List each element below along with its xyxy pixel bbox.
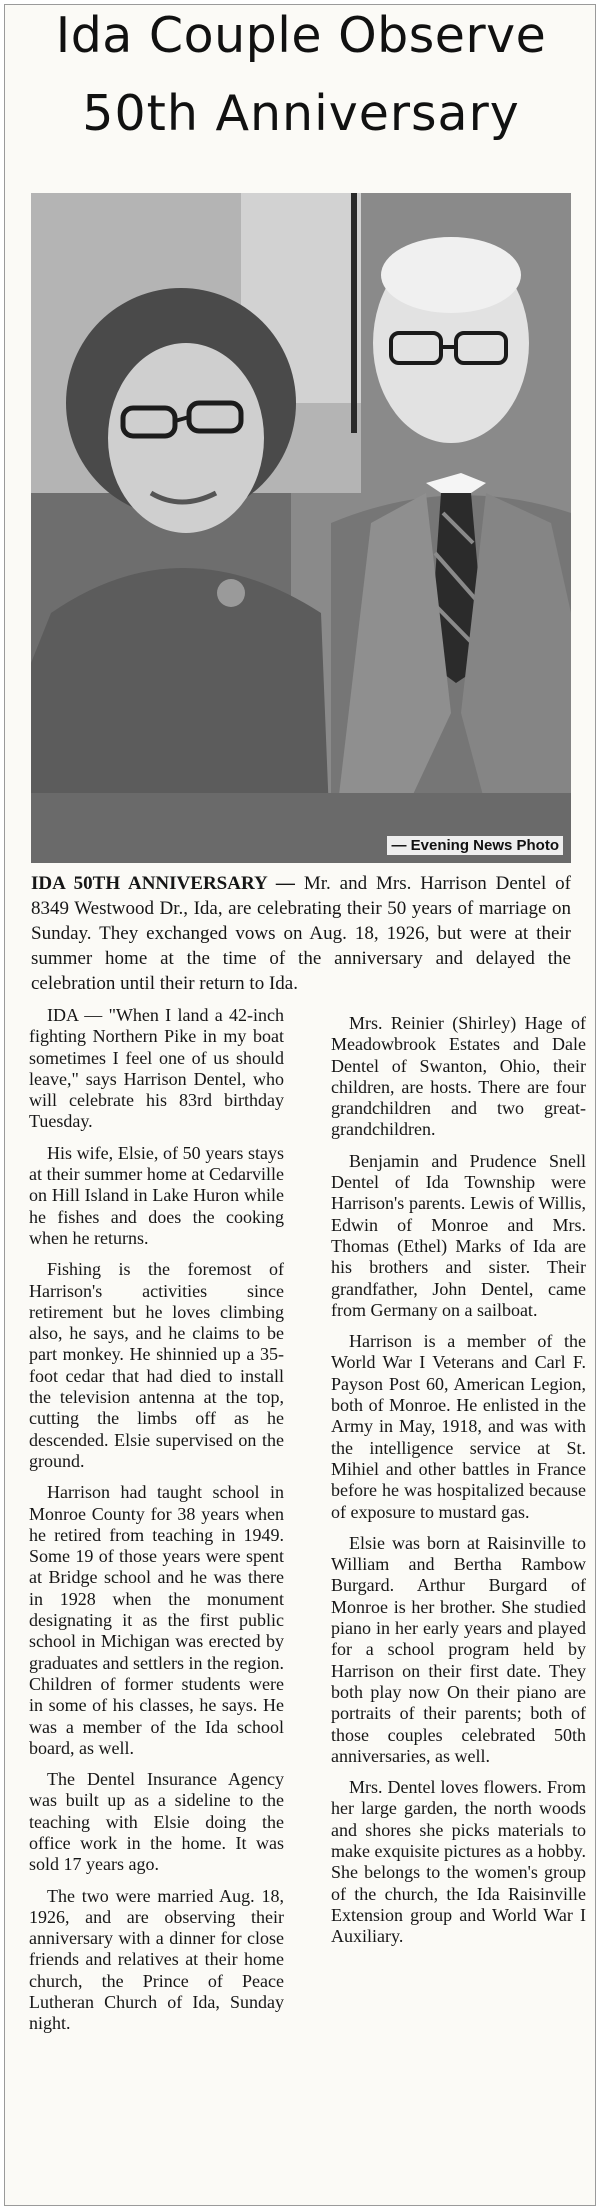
- article-column-right: [331, 1013, 586, 1957]
- article-paragraph: Harrison had taught school in Monroe County for 38 years when he retired from teaching in 1949. Some 19 of those years were spent at Bridge school and he was there in 1928 when the monument designating it as the first public school in Michigan was erected by graduates and settlers in the region. Children of former students were in some of his classes, he says. He was a member of the Ida school board, as well.: [29, 1482, 284, 1758]
- couple-photo: [31, 193, 571, 863]
- article-paragraph: Elsie was born at Raisinville to William and Bertha Rambow Burgard. Arthur Burgard of Monroe is her brother. She studied piano in her early years and played for a school program held by Harrison on their first date. They both play now On their piano are portraits of their parents; both of those couples celebrated 50th anniversaries, as well.: [331, 1532, 586, 1766]
- article-paragraph: Mrs. Reinier (Shirley) Hage of Meadowbrook Estates and Dale Dentel of Swanton, Ohio, their children, are hosts. There are four grandchildren and two great-grandchildren.: [331, 1013, 586, 1140]
- article-paragraph: His wife, Elsie, of 50 years stays at their summer home at Cedarville on Hill Island in Lake Huron while he fishes and does the cooking when he returns.: [29, 1142, 284, 1248]
- headline-line-2: 50th Anniversary: [82, 85, 520, 142]
- photo-credit: — Evening News Photo: [387, 836, 563, 855]
- photo-caption: [31, 871, 571, 996]
- article-paragraph: Fishing is the foremost of Harrison's activities since retirement but he loves climbing also, he says, and he claims to be part monkey. He shinnied up a 35-foot cedar that had died to install the television antenna at the top, cutting the limbs off as he descended. Elsie supervised on the ground.: [29, 1259, 284, 1471]
- article-paragraph: The Dentel Insurance Agency was built up as a sideline to the teaching with Elsie doing the office work in the home. It was sold 17 years ago.: [29, 1769, 284, 1875]
- headline-line-1: Ida Couple Observe: [55, 7, 547, 64]
- article-paragraph: The two were married Aug. 18, 1926, and are observing their anniversary with a dinner for close friends and relatives at their home church, the Prince of Peace Lutheran Church of Ida, Sunday night.: [29, 1885, 284, 2034]
- caption-lead: IDA 50TH ANNIVERSARY —: [31, 873, 295, 894]
- article-paragraph: IDA — "When I land a 42-inch fighting Northern Pike in my boat sometimes I feel one of us should leave," says Harrison Dentel, who will celebrate his 83rd birthday Tuesday.: [29, 1005, 284, 1132]
- article-paragraph: Mrs. Dentel loves flowers. From her large garden, the north woods and shores she picks materials to make exquisite pictures as a hobby. She belongs to the women's group of the church, the Ida Raisinville Extension group and World War I Auxiliary.: [331, 1777, 586, 1947]
- article-paragraph: Harrison is a member of the World War I Veterans and Carl F. Payson Post 60, American Legion, both of Monroe. He enlisted in the Army in May, 1918, and was with the intelligence service at St. Mihiel and other battles in France before he was hospitalized because of exposure to mustard gas.: [331, 1331, 586, 1522]
- caption-text: Mr. and Mrs. Harrison Dentel of 8349 Westwood Dr., Ida, are celebrating their 50 years of marriage on Sunday. They exchanged vows on Aug. 18, 1926, but were at their summer home at the time of the anniversary and delayed the celebration until their return to Ida.: [31, 873, 571, 994]
- article-paragraph: Benjamin and Prudence Snell Dentel of Ida Township were Harrison's parents. Lewis of Willis, Edwin of Monroe and Mrs. Thomas (Ethel) Marks of Ida are his brothers and sister. Their grandfather, John Dentel, came from Germany on a sailboat.: [331, 1150, 586, 1320]
- article-column-left: [29, 1005, 284, 2045]
- newspaper-clipping: [4, 4, 596, 2206]
